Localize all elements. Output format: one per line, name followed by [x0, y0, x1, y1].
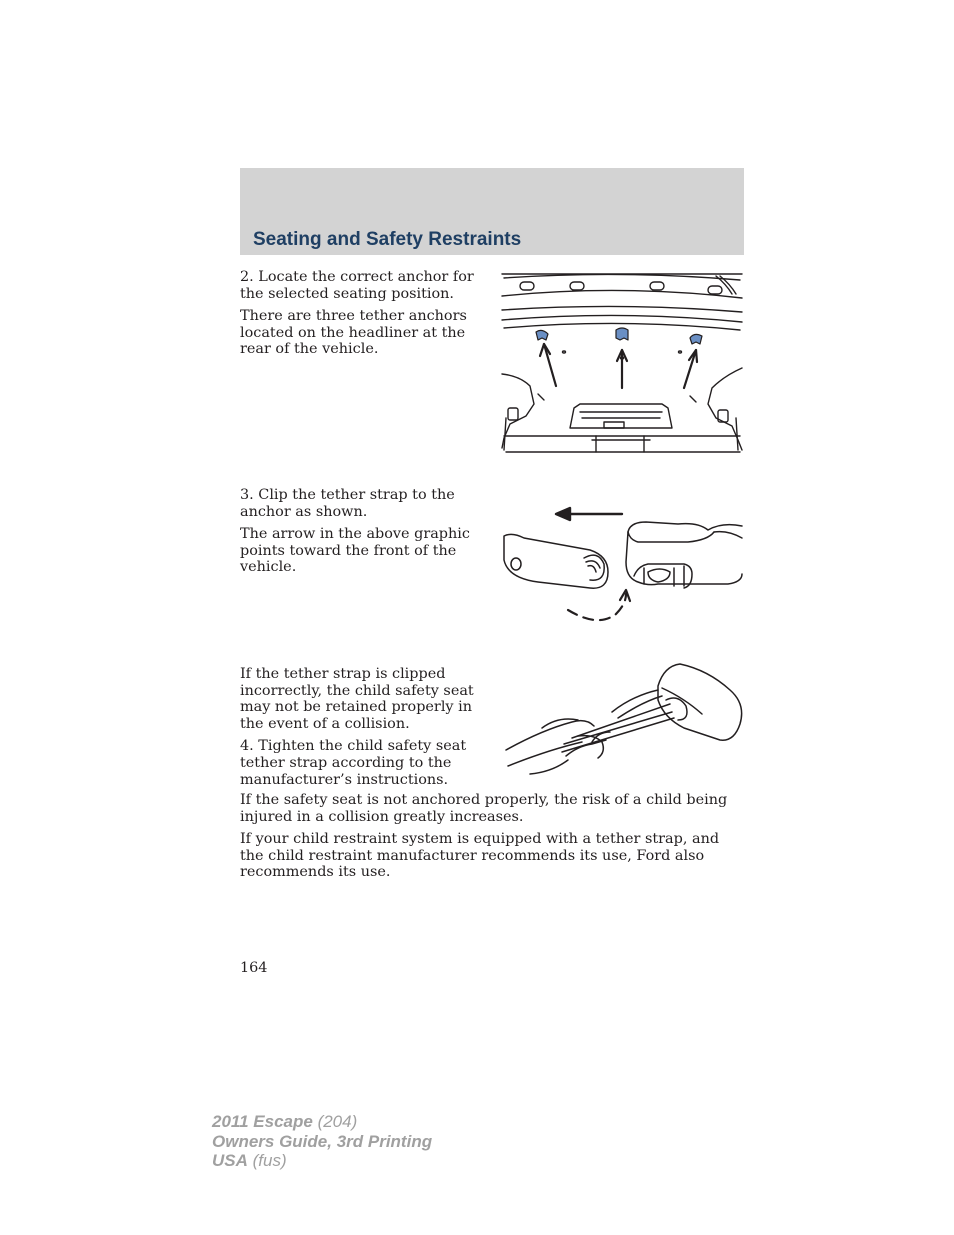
direction-arrow-icon	[556, 508, 622, 520]
arrow-center-icon	[617, 350, 627, 388]
footer-model-code: (204)	[317, 1112, 358, 1131]
paragraph: If your child restraint system is equipped with a tether strap, and the child restraint manufacturer recommends its use, Ford also recommends its use.	[240, 831, 720, 881]
paragraph: The arrow in the above graphic points toward the front of the vehicle.	[240, 526, 470, 576]
footer-market: USA	[212, 1151, 248, 1170]
page-number: 164	[240, 960, 268, 976]
arrow-left-icon	[540, 344, 556, 386]
section-header-band	[240, 168, 744, 255]
footer-line-market	[212, 1151, 432, 1171]
paragraph: 2. Locate the correct anchor for the selected seating position.	[240, 269, 474, 302]
center-anchor-icon	[616, 328, 628, 340]
footer-guide: Owners Guide, 3rd Printing	[212, 1131, 433, 1151]
rotation-arrow-icon	[568, 594, 626, 620]
tether-clip-illustration	[498, 502, 744, 632]
paragraph: 4. Tighten the child safety seat tether strap according to the manufacturer’s instructions.	[240, 738, 467, 788]
footer-model: 2011 Escape	[212, 1112, 313, 1131]
paragraph: If the safety seat is not anchored properly, the risk of a child being injured in a collision greatly increases.	[240, 792, 728, 825]
footer-line-model	[212, 1112, 432, 1132]
warning-and-step-4-text	[240, 666, 498, 794]
right-anchor-icon	[690, 334, 702, 344]
paragraph: There are three tether anchors located on the headliner at the rear of the vehicle.	[240, 308, 467, 358]
left-anchor-icon	[536, 330, 548, 340]
step-2-text	[240, 269, 492, 364]
closing-text	[240, 792, 744, 887]
footer-market-code: (fus)	[252, 1151, 287, 1170]
paragraph: 3. Clip the tether strap to the anchor as shown.	[240, 487, 455, 520]
section-title: Seating and Safety Restraints	[253, 229, 522, 250]
tether-tighten-illustration	[502, 660, 744, 782]
headliner-anchors-illustration	[500, 268, 744, 460]
document-footer	[212, 1112, 432, 1171]
paragraph: If the tether strap is clipped incorrectly, the child safety seat may not be retained properly in the event of a collision.	[240, 666, 474, 732]
step-3-text	[240, 487, 480, 582]
arrow-right-icon	[684, 350, 697, 388]
footer-line-guide	[212, 1132, 432, 1152]
